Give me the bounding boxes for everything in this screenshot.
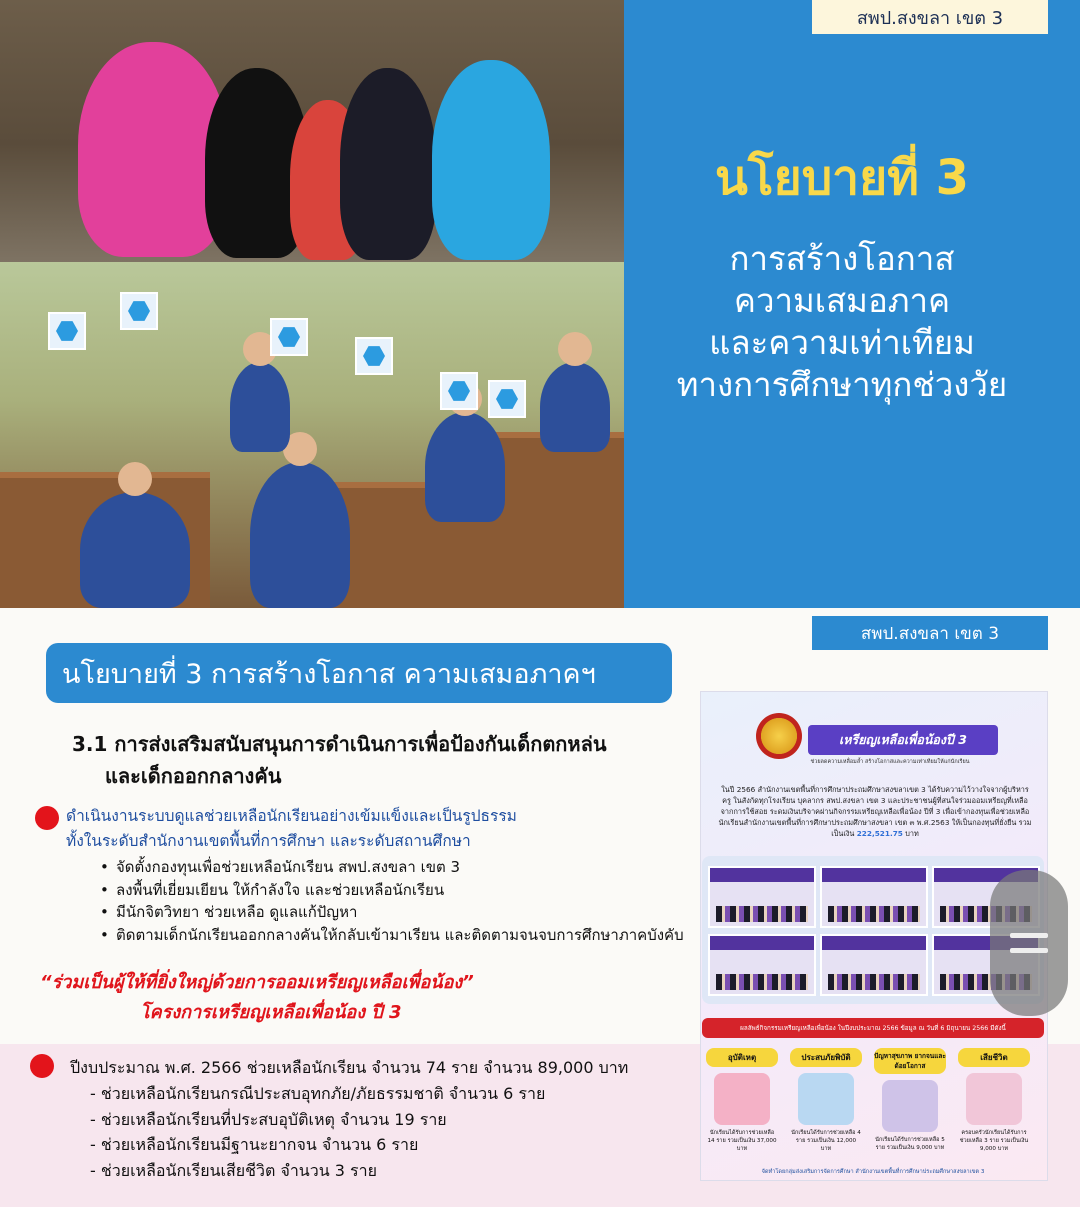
list-item: • มีนักจิตวิทยา ช่วยเหลือ ดูแลแก้ปัญหา: [100, 901, 700, 924]
org-tag-bottom: สพป.สงขลา เขต 3: [812, 616, 1048, 650]
care-line-1: ดำเนินงานระบบดูแลช่วยเหลือนักเรียนอย่างเข้มแข็งและเป็นรูปธรรม: [66, 807, 517, 825]
policy-line: การสร้างโอกาส: [729, 239, 955, 278]
poor-family-icon: [882, 1080, 938, 1132]
category-death: [958, 1048, 1030, 1153]
poster-amount-unit: บาท: [905, 829, 919, 838]
category-label: ประสบภัยพิบัติ: [790, 1048, 862, 1067]
poster-tagline: ช่วยลดความเหลื่อมล้ำ สร้างโอกาสและความเท่าเทียมให้แก่นักเรียน: [810, 759, 970, 765]
obec-logo-icon: [756, 713, 802, 759]
car-crash-icon: [714, 1073, 770, 1125]
house-fire-icon: [798, 1073, 854, 1125]
campaign-quote: [40, 968, 680, 1028]
quote-line-1: “ร่วมเป็นผู้ให้ที่ยิ่งใหญ่ด้วยการออมเหรียญเหลือเพื่อน้อง”: [40, 972, 474, 993]
red-dot-icon: [35, 806, 59, 830]
poster-body: [718, 784, 1032, 839]
photo-home-visit: [0, 0, 624, 262]
list-item: • จัดตั้งกองทุนเพื่อช่วยเหลือนักเรียน สพป.สงขลา เขต 3: [100, 856, 700, 879]
red-dot-icon: [30, 1054, 54, 1078]
policy-subtitle: [624, 238, 1060, 406]
policy-line: และความเท่าเทียม: [709, 323, 975, 362]
event-photo: [708, 934, 816, 996]
category-stat: นักเรียนได้รับการช่วยเหลือ 14 ราย รวมเป็นเงิน 37,000 บาท: [707, 1130, 777, 1152]
section-heading: [72, 728, 692, 792]
poster-amount: 222,521.75: [856, 829, 903, 838]
event-photo: [708, 866, 816, 928]
section-banner: นโยบายที่ 3 การสร้างโอกาส ความเสมอภาคฯ: [46, 643, 672, 703]
list-item: - ช่วยเหลือนักเรียนกรณีประสบอุทกภัย/ภัยธรรมชาติ จำนวน 6 ราย: [90, 1081, 545, 1107]
event-photo: [820, 866, 928, 928]
action-list: [100, 856, 700, 946]
heading-line-2: และเด็กออกกลางคัน: [105, 764, 282, 788]
care-system-text: [66, 804, 686, 854]
poster-footer: จัดทำโดยกลุ่มส่งเสริมการจัดการศึกษา สำนักงานเขตพื้นที่การศึกษาประถมศึกษาสงขลาเขต 3: [761, 1169, 985, 1175]
category-label: อุบัติเหตุ: [706, 1048, 778, 1067]
policy-line: ทางการศึกษาทุกช่วงวัย: [676, 365, 1008, 404]
category-label: ปัญหาสุขภาพ ยากจนและด้อยโอกาส: [874, 1048, 946, 1074]
list-item: • ติดตามเด็กนักเรียนออกกลางคันให้กลับเข้ามาเรียน และติดตามจนจบการศึกษาภาคบังคับ: [100, 924, 700, 947]
grieving-family-icon: [966, 1073, 1022, 1125]
assistance-list: [90, 1081, 545, 1183]
budget-summary: ปีงบประมาณ พ.ศ. 2566 ช่วยเหลือนักเรียน จำนวน 74 ราย จำนวน 89,000 บาท: [70, 1058, 629, 1077]
category-accident: [706, 1048, 778, 1153]
list-item: - ช่วยเหลือนักเรียนมีฐานะยากจน จำนวน 6 ราย: [90, 1132, 545, 1158]
category-stat: นักเรียนได้รับการช่วยเหลือ 5 ราย รวมเป็นเงิน 9,000 บาท: [875, 1137, 945, 1151]
handle-line: [1010, 933, 1048, 938]
category-stat: นักเรียนได้รับการช่วยเหลือ 4 ราย รวมเป็นเงิน 12,000 บาท: [791, 1130, 861, 1152]
care-line-2: ทั้งในระดับสำนักงานเขตพื้นที่การศึกษา และระดับสถานศึกษา: [66, 832, 471, 850]
photo-classroom: [0, 262, 624, 608]
category-disaster: [790, 1048, 862, 1153]
org-tag-top: สพป.สงขลา เขต 3: [812, 0, 1048, 34]
handle-line: [1010, 948, 1048, 953]
poster-result-bar: ผลลัพธ์กิจกรรมเหรียญเหลือเพื่อน้อง ในปีงบประมาณ 2566 ข้อมูล ณ วันที่ 6 มิถุนายน 2566 มีดังนี้: [702, 1018, 1044, 1038]
list-item: • ลงพื้นที่เยี่ยมเยียน ให้กำลังใจ และช่วยเหลือนักเรียน: [100, 879, 700, 902]
policy-title: นโยบายที่ 3: [714, 150, 969, 206]
event-photo: [820, 934, 928, 996]
poster-body-text: ในปี 2566 สำนักงานเขตพื้นที่การศึกษาประถมศึกษาสงขลาเขต 3 ได้รับความไว้วางใจจากผู้บริหาร ครู ในสังกัดทุกโรงเรียน บุคลากร สพป.สงขลา เขต 3 และประชาชนผู้ที่สนใจร่วมออมเหรียญที่เหลือจากการใช้สอย ระดมเงินบริจาคผ่านกิจกรรมเหรียญเหลือเพื่อน้อง ปีที่ 3 เพื่อเข้ากองทุนเพื่อช่วยเหลือนักเรียนสำนักงานเขตพื้นที่การศึกษาประถมศึกษาสงขลา เขต ๓ พ.ศ.2563 ให้เป็นกองทุนที่ยั่งยืน รวมเป็นเงิน: [718, 785, 1032, 838]
list-item: - ช่วยเหลือนักเรียนเสียชีวิต จำนวน 3 ราย: [90, 1158, 545, 1184]
policy-line: ความเสมอภาค: [733, 281, 951, 320]
category-stat: ครอบครัวนักเรียนได้รับการช่วยเหลือ 3 ราย รวมเป็นเงิน 9,000 บาท: [959, 1130, 1029, 1152]
scroll-handle-icon[interactable]: [990, 870, 1068, 1016]
heading-line-1: 3.1 การส่งเสริมสนับสนุนการดำเนินการเพื่อป้องกันเด็กตกหล่น: [72, 732, 607, 756]
category-poverty: [874, 1048, 946, 1152]
list-item: - ช่วยเหลือนักเรียนที่ประสบอุบัติเหตุ จำนวน 19 ราย: [90, 1107, 545, 1133]
category-label: เสียชีวิต: [958, 1048, 1030, 1067]
poster-title: เหรียญเหลือเพื่อน้องปี 3: [808, 725, 998, 755]
quote-line-2: โครงการเหรียญเหลือเพื่อน้อง ปี 3: [140, 1002, 402, 1023]
